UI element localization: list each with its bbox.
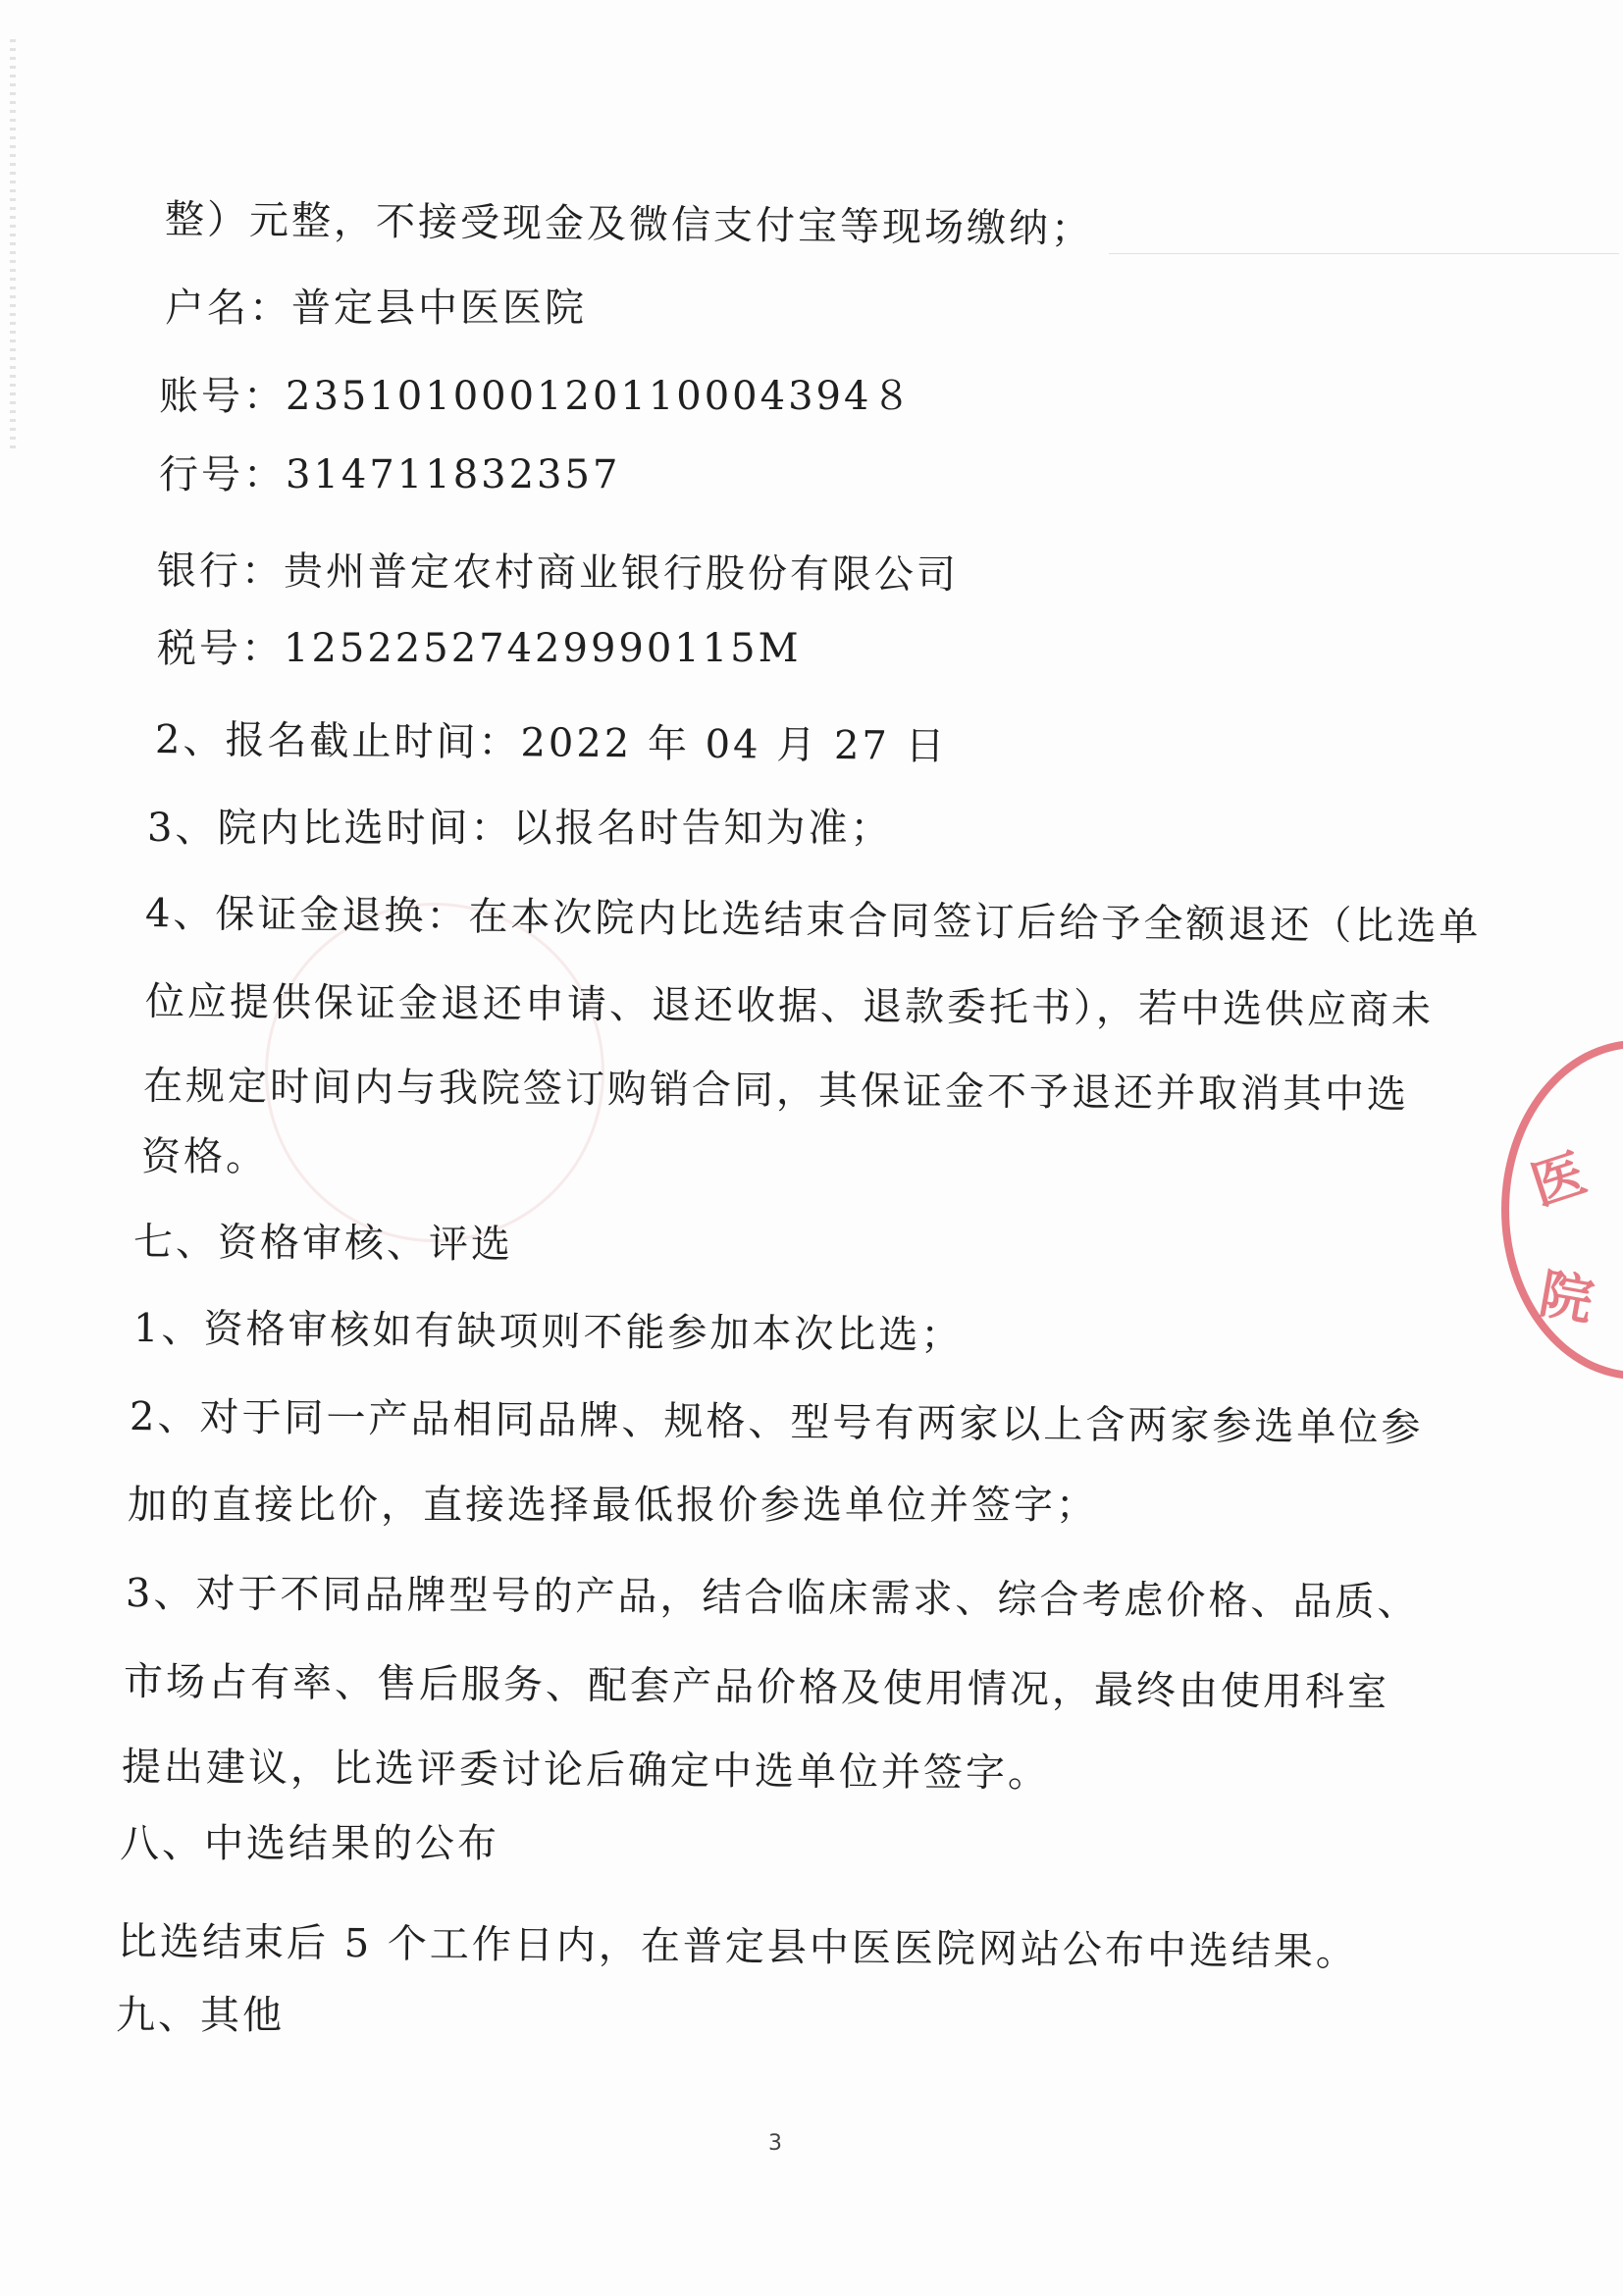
- text-line-bank-code: 行号：314711832357: [159, 452, 621, 497]
- text-line-review-3a: 3、对于不同品牌型号的产品，结合临床需求、综合考虑价格、品质、: [125, 1571, 1420, 1626]
- stamp-char-2: 院: [1535, 1262, 1598, 1333]
- section-heading-other: 九、其他: [116, 1993, 285, 2038]
- text-line-deadline: 2、报名截止时间：2022 年 04 月 27 日: [154, 717, 948, 770]
- text-line-review-1: 1、资格审核如有缺项则不能参加本次比选；: [132, 1306, 964, 1359]
- text-line-account-number: 账号：235101000120110004394８: [159, 374, 915, 419]
- text-line-account-name: 户名：普定县中医医院: [165, 286, 587, 331]
- text-line-review-3c: 提出建议，比选评委讨论后确定中选单位并签字。: [121, 1745, 1051, 1797]
- page-number: 3: [768, 2131, 782, 2156]
- text-line-results: 比选结束后 5 个工作日内，在普定县中医医院网站公布中选结果。: [117, 1919, 1359, 1976]
- text-line-1: 整）元整，不接受现金及微信支付宝等现场缴纳；: [164, 197, 1094, 252]
- section-heading-results: 八、中选结果的公布: [120, 1821, 499, 1866]
- scan-edge-mark: [10, 39, 16, 451]
- text-line-deposit-3: 在规定时间内与我院签订购销合同，其保证金不予退还并取消其中选: [142, 1064, 1410, 1119]
- text-line-review-2b: 加的直接比价，直接选择最低报价参选单位并签字；: [128, 1483, 1098, 1528]
- text-line-deposit-2: 位应提供保证金退还申请、退还收据、退款委托书），若中选供应商未: [144, 979, 1435, 1034]
- stamp-char-1: 医: [1523, 1142, 1594, 1218]
- text-line-deposit-1: 4、保证金退换：在本次院内比选结束合同签订后给予全额退还（比选单: [144, 891, 1482, 951]
- text-line-bank: 银行：贵州普定农村商业银行股份有限公司: [156, 548, 960, 599]
- text-line-selection-time: 3、院内比选时间：以报名时告知为准；: [147, 806, 893, 851]
- text-line-tax-number: 税号：12522527429990115M: [157, 626, 802, 671]
- section-heading-review: 七、资格审核、评选: [132, 1220, 514, 1268]
- text-line-review-2a: 2、对于同一产品相同品牌、规格、型号有两家以上含两家参选单位参: [129, 1394, 1424, 1451]
- scan-rule: [1109, 253, 1619, 254]
- text-line-review-3b: 市场占有率、售后服务、配套产品价格及使用情况，最终由使用科室: [123, 1659, 1390, 1716]
- text-line-deposit-4: 资格。: [141, 1134, 268, 1179]
